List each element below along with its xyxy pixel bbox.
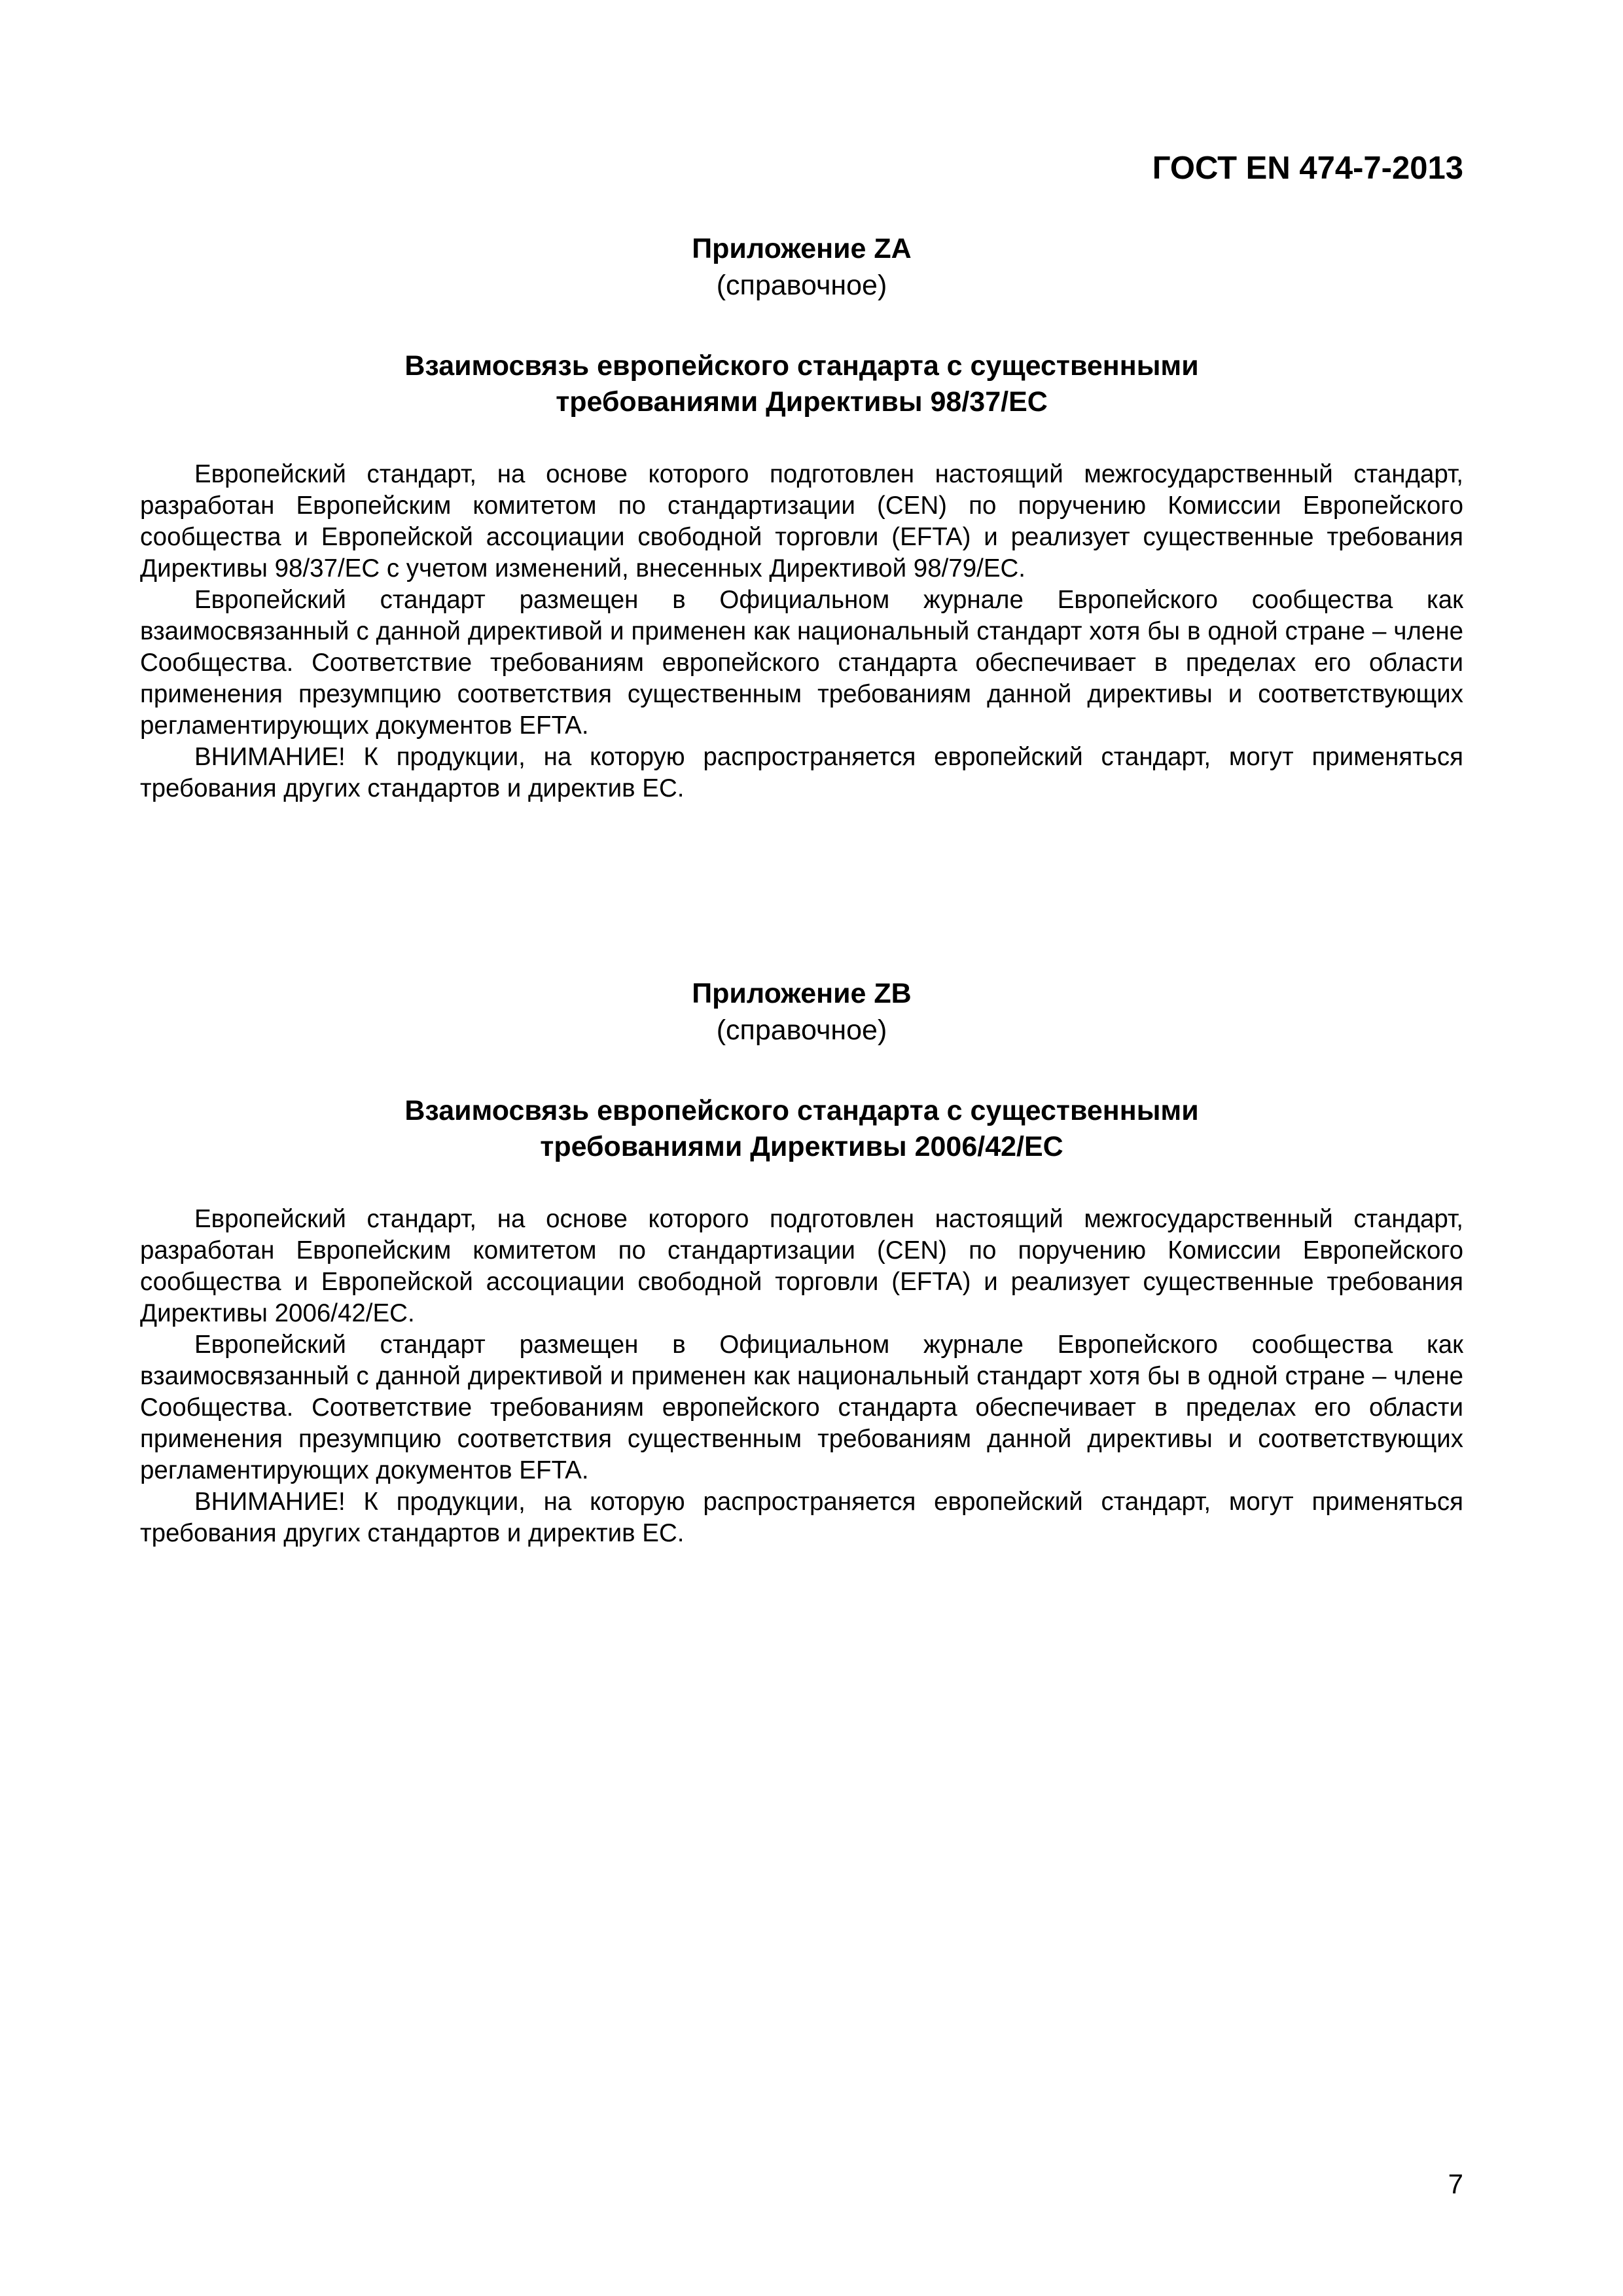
standard-code-header: ГОСТ EN 474-7-2013 — [1152, 151, 1463, 186]
annex-paragraph: ВНИМАНИЕ! К продукции, на которую распространяется европейский стандарт, могут применяться требования других стандартов и директив ЕС. — [140, 1488, 1463, 1547]
annex-body — [140, 459, 1463, 804]
annex-heading-line: Взаимосвязь европейского стандарта с существенными — [404, 350, 1199, 382]
annex-paragraph: Европейский стандарт размещен в Официальном журнале Европейского сообщества как взаимосвязанный с данной директивой и применен как национальный стандарт хотя бы в одной стране – члене Сообщества. Соответствие требованиям европейского стандарта обеспечивает в пределах его области применения презумпцию соответствия существенным требованиям данной директивы и соответствующих регламентирующих документов EFTA. — [140, 1331, 1463, 1484]
annex-status: (справочное) — [716, 1014, 887, 1046]
annex-title: Приложение ZB — [692, 978, 912, 1009]
annex-title: Приложение ZA — [692, 233, 912, 264]
annex-paragraph: Европейский стандарт, на основе которого подготовлен настоящий межгосударственный стандарт, разработан Европейским комитетом по стандартизации (CEN) по поручению Комиссии Европейского сообщества и Европейской ассоциации свободной торговли (EFTA) и реализует существенные требования Директивы 98/37/ЕС с учетом изменений, внесенных Директивой 98/79/ЕС. — [140, 460, 1463, 583]
annex-heading-line: Взаимосвязь европейского стандарта с существенными — [404, 1095, 1199, 1126]
annex-heading-line: требованиями Директивы 98/37/ЕС — [556, 386, 1048, 418]
annex-heading — [140, 348, 1463, 420]
annex-paragraph: Европейский стандарт размещен в Официальном журнале Европейского сообщества как взаимосвязанный с данной директивой и применен как национальный стандарт хотя бы в одной стране – члене Сообщества. Соответствие требованиям европейского стандарта обеспечивает в пределах его области применения презумпцию соответствия существенным требованиям данной директивы и соответствующих регламентирующих документов EFTA. — [140, 586, 1463, 740]
annex-status: (справочное) — [716, 270, 887, 301]
annex-zb — [140, 975, 1463, 1549]
annex-heading — [140, 1093, 1463, 1165]
page-number: 7 — [1448, 2168, 1463, 2199]
annex-za — [140, 230, 1463, 804]
annex-body — [140, 1204, 1463, 1549]
annex-heading-line: требованиями Директивы 2006/42/ЕС — [540, 1131, 1063, 1162]
annex-paragraph: ВНИМАНИЕ! К продукции, на которую распространяется европейский стандарт, могут применяться требования других стандартов и директив ЕС. — [140, 743, 1463, 802]
annex-paragraph: Европейский стандарт, на основе которого подготовлен настоящий межгосударственный стандарт, разработан Европейским комитетом по стандартизации (CEN) по поручению Комиссии Европейского сообщества и Европейской ассоциации свободной торговли (EFTA) и реализует существенные требования Директивы 2006/42/ЕС. — [140, 1205, 1463, 1327]
